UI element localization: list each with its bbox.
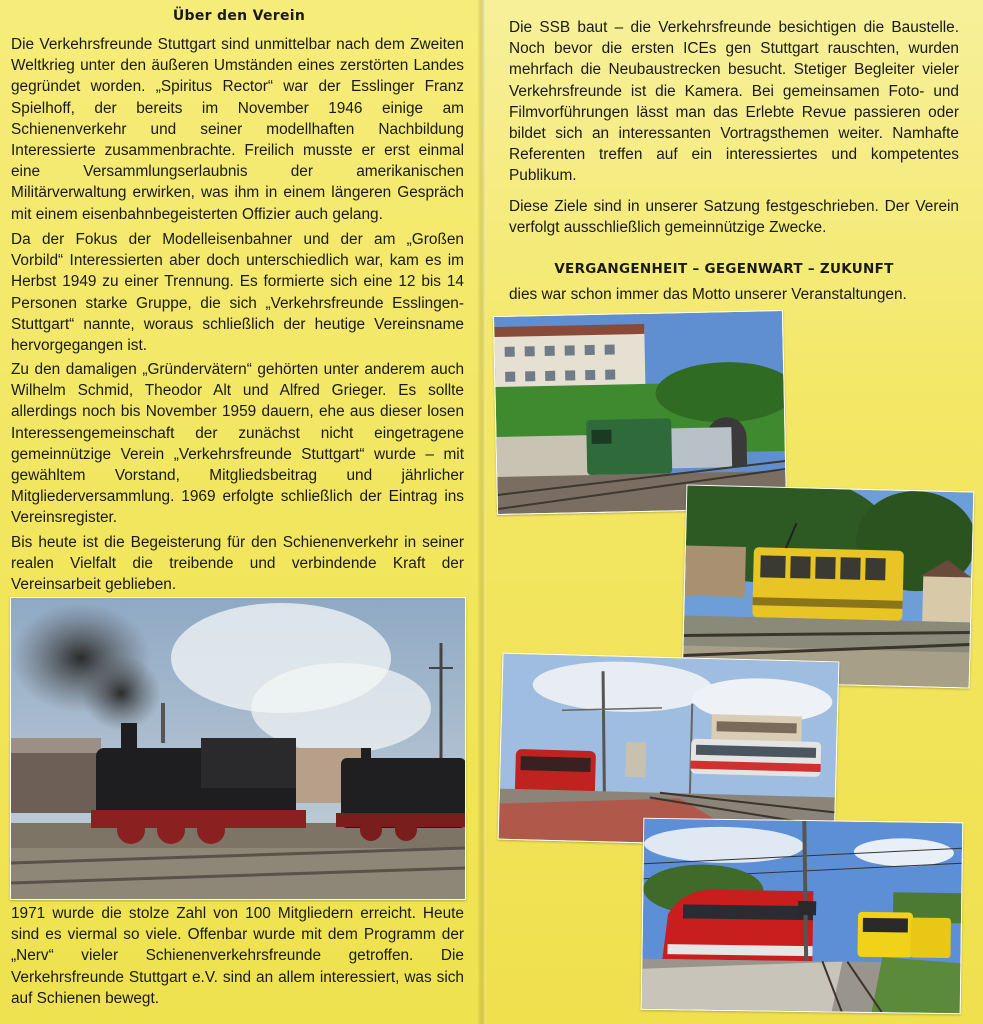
section-heading-ueber-den-verein: Über den Verein bbox=[172, 8, 306, 24]
paragraph-activities: Die SSB baut – die Verkehrsfreunde besichtigen die Baustelle. Noch bevor die ersten ICEs gen Stuttgart rauschten, wurden mehrfach die Neubaustrecken besucht. Stetiger Begleiter vieler Verkehrsfreunde ist die Kamera. Bei gemeinsamen Foto- und Filmvorführungen lässt man das Erlebte Revue passieren oder bildet sich an interessanten Vortragsthemen weiter. Namhafte Referenten treffen auf ein interessiertes und kompetentes Publikum. bbox=[509, 19, 959, 185]
left-page bbox=[0, 0, 482, 1024]
motto-heading: VERGANGENHEIT – GEGENWART – ZUKUNFT bbox=[554, 261, 894, 277]
paragraph-founding: Die Verkehrsfreunde Stuttgart sind unmittelbar nach dem Zweiten Weltkrieg unter den äußeren Umständen eines zerstörten Landes gegründet worden. „Spiritus Rector“ war der Esslinger Franz Spielhoff, der bereits im November 1946 einige am Schienenverkehr und seiner modellhaften Nachbildung Interessierte zusammenbrachte. Freilich musste er erst einmal eine Versammlungserlaubnis der amerikanischen Militärverwaltung erwirken, was ihm in einem längeren Gespräch mit einem eisenbahnbegeisterten Offizier auch gelang. bbox=[11, 36, 464, 223]
photo-steam-locomotives bbox=[10, 597, 466, 900]
photo-electric-locomotive-tunnel bbox=[493, 310, 787, 515]
paragraph-statutes: Diese Ziele sind in unserer Satzung festgeschrieben. Der Verein verfolgt ausschließlich gemeinnützige Zwecke. bbox=[509, 198, 959, 237]
page-fold bbox=[478, 0, 486, 1024]
paragraph-enthusiasm: Bis heute ist die Begeisterung für den Schienenverkehr in seiner realen Vielfalt die treibende und verbindende Kraft der Vereinsarbeit geblieben. bbox=[11, 534, 464, 594]
photo-regional-train-stadtbahn bbox=[641, 818, 964, 1014]
motto-text: dies war schon immer das Motto unserer Veranstaltungen. bbox=[509, 286, 907, 303]
paragraph-members: 1971 wurde die stolze Zahl von 100 Mitgliedern erreicht. Heute sind es viermal so viele. Offenbar wurde mit dem Programm der „Nerv“ vieler Schienenverkehrsfreunde getroffen. Die Verkehrsfreunde Stuttgart e.V. sind an allem interessiert, was sich auf Schienen bewegt. bbox=[11, 905, 464, 1007]
paragraph-separation: Da der Fokus der Modelleisenbahner und der am „Großen Vorbild“ Interessierten aber doch unterschiedlich war, kam es im Herbst 1949 zu einer Trennung. Es formierte sich eine 12 bis 14 Personen starke Gruppe, die sich „Verkehrsfreunde Esslingen-Stuttgart“ nannte, woraus schließlich der heutige Vereinsname hervorgegangen ist. bbox=[11, 231, 464, 355]
paragraph-founders: Zu den damaligen „Gründervätern“ gehörten unter anderem auch Wilhelm Schmid, Theodor Alt und Alfred Grieger. Es sollte allerdings noch bis November 1959 dauern, ehe aus dieser losen Interessengemeinschaft der zunächst nicht eingetragene gemeinnützige Verein „Verkehrsfreunde Stuttgart“ wurde – mit gewähltem Vorstand, Mitgliedsbeitrag und jährlicher Mitgliederversammlung. 1969 erfolgte schließlich der Eintrag ins Vereinsregister. bbox=[11, 361, 464, 527]
